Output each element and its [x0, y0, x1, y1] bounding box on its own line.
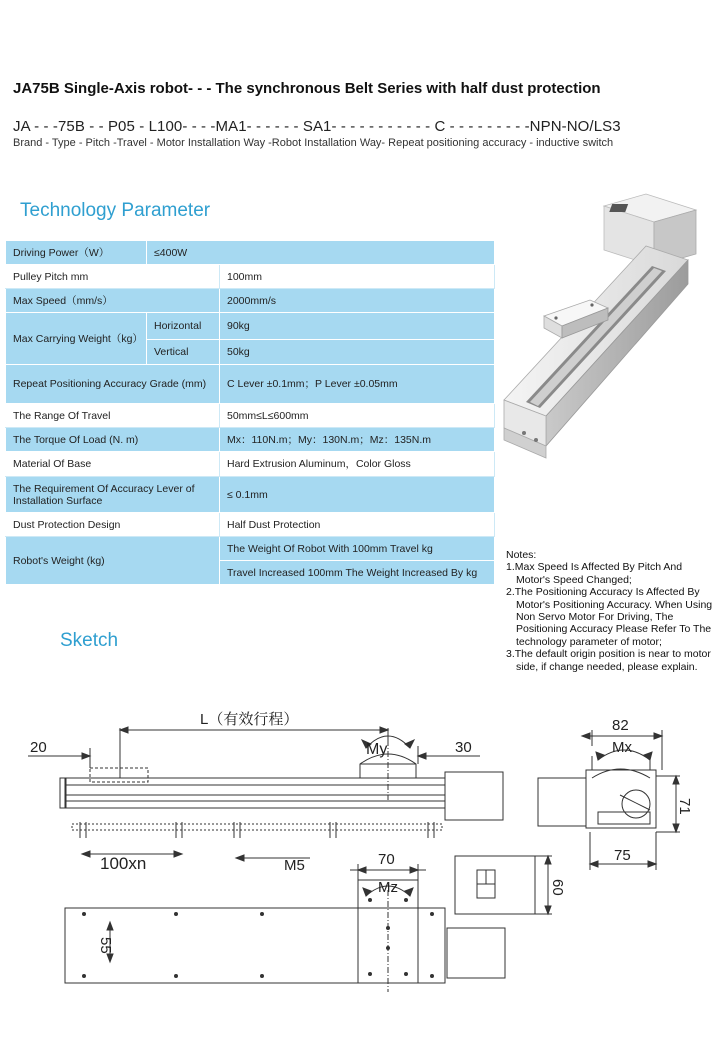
spec-row-material — [6, 452, 495, 477]
spec-value: 90kg — [220, 313, 495, 340]
spec-label: Max Speed（mm/s） — [6, 289, 220, 313]
torque-mz-label: Mz — [378, 879, 398, 896]
note-item: 2.The Positioning Accuracy Is Affected By Motor's Positioning Accuracy. When Using Non Servo Motor For Driving, The Positioning Accuracy Please Refer To The technology parameter of motor; — [506, 586, 713, 648]
dim-71: 71 — [676, 798, 693, 815]
spec-value: 50mm≤L≤600mm — [220, 404, 495, 428]
spec-row-dust-protection — [6, 513, 495, 537]
spec-label: Driving Power（W） — [6, 241, 147, 265]
dim-55: 55 — [97, 937, 114, 954]
product-image — [496, 188, 718, 466]
spec-row-max-carrying-horizontal — [6, 313, 495, 340]
note-item: 3.The default origin position is near to motor side, if change needed, please explain. — [506, 648, 711, 673]
sketch-heading: Sketch — [60, 630, 119, 651]
spec-label: The Torque Of Load (N. m) — [6, 428, 220, 452]
spec-value: C Lever ±0.1mm；P Lever ±0.05mm — [220, 365, 495, 404]
sketch-drawing — [0, 700, 720, 1040]
spec-label: The Range Of Travel — [6, 404, 220, 428]
dim-82: 82 — [612, 717, 629, 734]
spec-label: Repeat Positioning Accuracy Grade (mm) — [6, 365, 220, 404]
dim-20: 20 — [30, 739, 47, 756]
spec-row-weight-1 — [6, 537, 495, 561]
spec-row-max-speed — [6, 289, 495, 313]
spec-row-driving-power — [6, 241, 495, 265]
spec-value: Hard Extrusion Aluminum，Color Gloss — [220, 452, 495, 477]
spec-value: Half Dust Protection — [220, 513, 495, 537]
torque-my-label: My — [366, 741, 388, 758]
torque-mx-label: Mx — [612, 739, 632, 756]
spec-value: ≤ 0.1mm — [220, 477, 495, 513]
spec-value: The Weight Of Robot With 100mm Travel kg — [220, 537, 495, 561]
technology-parameter-heading: Technology Parameter — [20, 200, 211, 221]
spec-sublabel-vertical: Vertical — [147, 340, 220, 365]
spec-label: Pulley Pitch mm — [6, 265, 220, 289]
spec-value: Travel Increased 100mm The Weight Increased By kg — [220, 561, 495, 585]
spec-value: ≤400W — [147, 241, 495, 265]
spec-row-repeat-accuracy — [6, 365, 495, 404]
spec-table — [5, 240, 495, 585]
dim-100xn: 100xn — [100, 854, 147, 873]
spec-row-pulley-pitch — [6, 265, 495, 289]
notes — [506, 549, 718, 673]
notes-title: Notes: — [506, 549, 537, 561]
model-code: JA - - -75B - - P05 - L100- - - -MA1- - - - - - SA1- - - - - - - - - - - C - - - - - - - - -NPN-NO/LS3 — [13, 118, 621, 135]
spec-value: Mx：110N.m；My：130N.m；Mz：135N.m — [220, 428, 495, 452]
spec-label: Max Carrying Weight（kg） — [6, 313, 147, 365]
dim-70: 70 — [378, 851, 395, 868]
spec-row-torque — [6, 428, 495, 452]
spec-value: 2000mm/s — [220, 289, 495, 313]
dim-l-label: L（有效行程） — [200, 711, 299, 728]
spec-label: Dust Protection Design — [6, 513, 220, 537]
spec-sublabel-horizontal: Horizontal — [147, 313, 220, 340]
model-code-legend: Brand - Type - Pitch -Travel - Motor Installation Way -Robot Installation Way- Repeat positioning accuracy - inductive switch — [13, 137, 614, 149]
dim-75: 75 — [614, 847, 631, 864]
spec-value: 100mm — [220, 265, 495, 289]
spec-value: 50kg — [220, 340, 495, 365]
dim-m5: M5 — [284, 857, 305, 874]
spec-label: The Requirement Of Accuracy Lever of Installation Surface — [6, 477, 220, 513]
spec-row-install-accuracy — [6, 477, 495, 513]
dim-30: 30 — [455, 739, 472, 756]
dim-60: 60 — [549, 879, 566, 896]
page-title: JA75B Single-Axis robot- - - The synchronous Belt Series with half dust protection — [13, 80, 601, 97]
spec-label: Robot's Weight (kg) — [6, 537, 220, 585]
spec-row-travel-range — [6, 404, 495, 428]
spec-label: Material Of Base — [6, 452, 220, 477]
note-item: 1.Max Speed Is Affected By Pitch And Motor's Speed Changed; — [506, 561, 683, 586]
